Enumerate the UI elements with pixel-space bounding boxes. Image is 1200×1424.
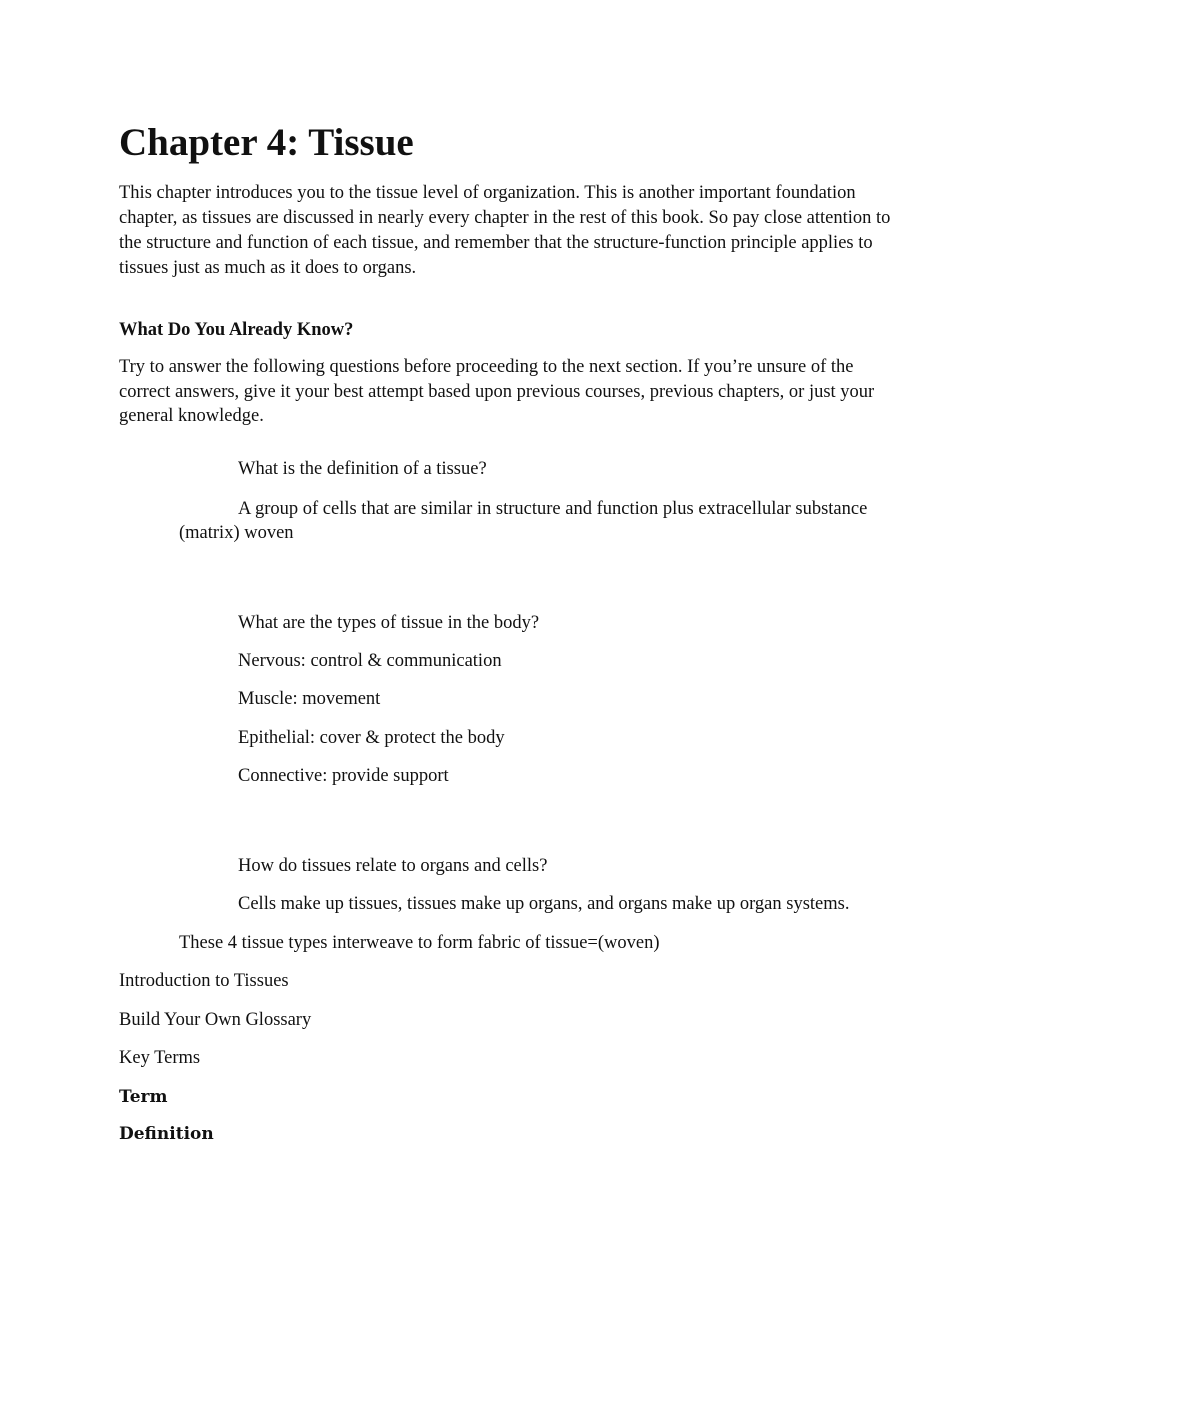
answer-2-item: Epithelial: cover & protect the body — [238, 728, 505, 748]
intro-line-1: This chapter introduces you to the tissue level of organization. This is another important foundation — [119, 183, 856, 203]
tissue-types-note: These 4 tissue types interweave to form fabric of tissue=(woven) — [179, 933, 660, 953]
instructions-line-1: Try to answer the following questions before proceeding to the next section. If you’re unsure of the — [119, 357, 854, 377]
intro-line-2: chapter, as tissues are discussed in nearly every chapter in the rest of this book. So pay close attention to — [119, 208, 891, 228]
chapter-title: Chapter 4: Tissue — [119, 121, 414, 164]
answer-3: Cells make up tissues, tissues make up organs, and organs make up organ systems. — [238, 894, 850, 914]
intro-line-3: the structure and function of each tissue, and remember that the structure-function principle applies to — [119, 233, 873, 253]
question-3: How do tissues relate to organs and cells? — [238, 856, 548, 876]
question-1: What is the definition of a tissue? — [238, 459, 487, 479]
key-terms-heading: Key Terms — [119, 1048, 201, 1068]
definition-column-header: Definition — [119, 1124, 214, 1144]
intro-line-4: tissues just as much as it does to organs. — [119, 258, 417, 278]
answer-2-item: Connective: provide support — [238, 766, 449, 786]
answer-2-item: Muscle: movement — [238, 689, 381, 709]
term-column-header: Term — [119, 1087, 168, 1107]
introduction-to-tissues: Introduction to Tissues — [119, 971, 289, 991]
section-heading: What Do You Already Know? — [119, 320, 354, 340]
question-2: What are the types of tissue in the body? — [238, 613, 540, 633]
answer-1-line-2: (matrix) woven — [179, 523, 294, 543]
instructions-line-3: general knowledge. — [119, 406, 264, 426]
instructions-line-2: correct answers, give it your best attempt based upon previous courses, previous chapters, or just your — [119, 382, 875, 402]
answer-2-item: Nervous: control & communication — [238, 651, 502, 671]
glossary-heading: Build Your Own Glossary — [119, 1010, 312, 1030]
answer-1-line-1: A group of cells that are similar in structure and function plus extracellular substance — [238, 499, 868, 519]
